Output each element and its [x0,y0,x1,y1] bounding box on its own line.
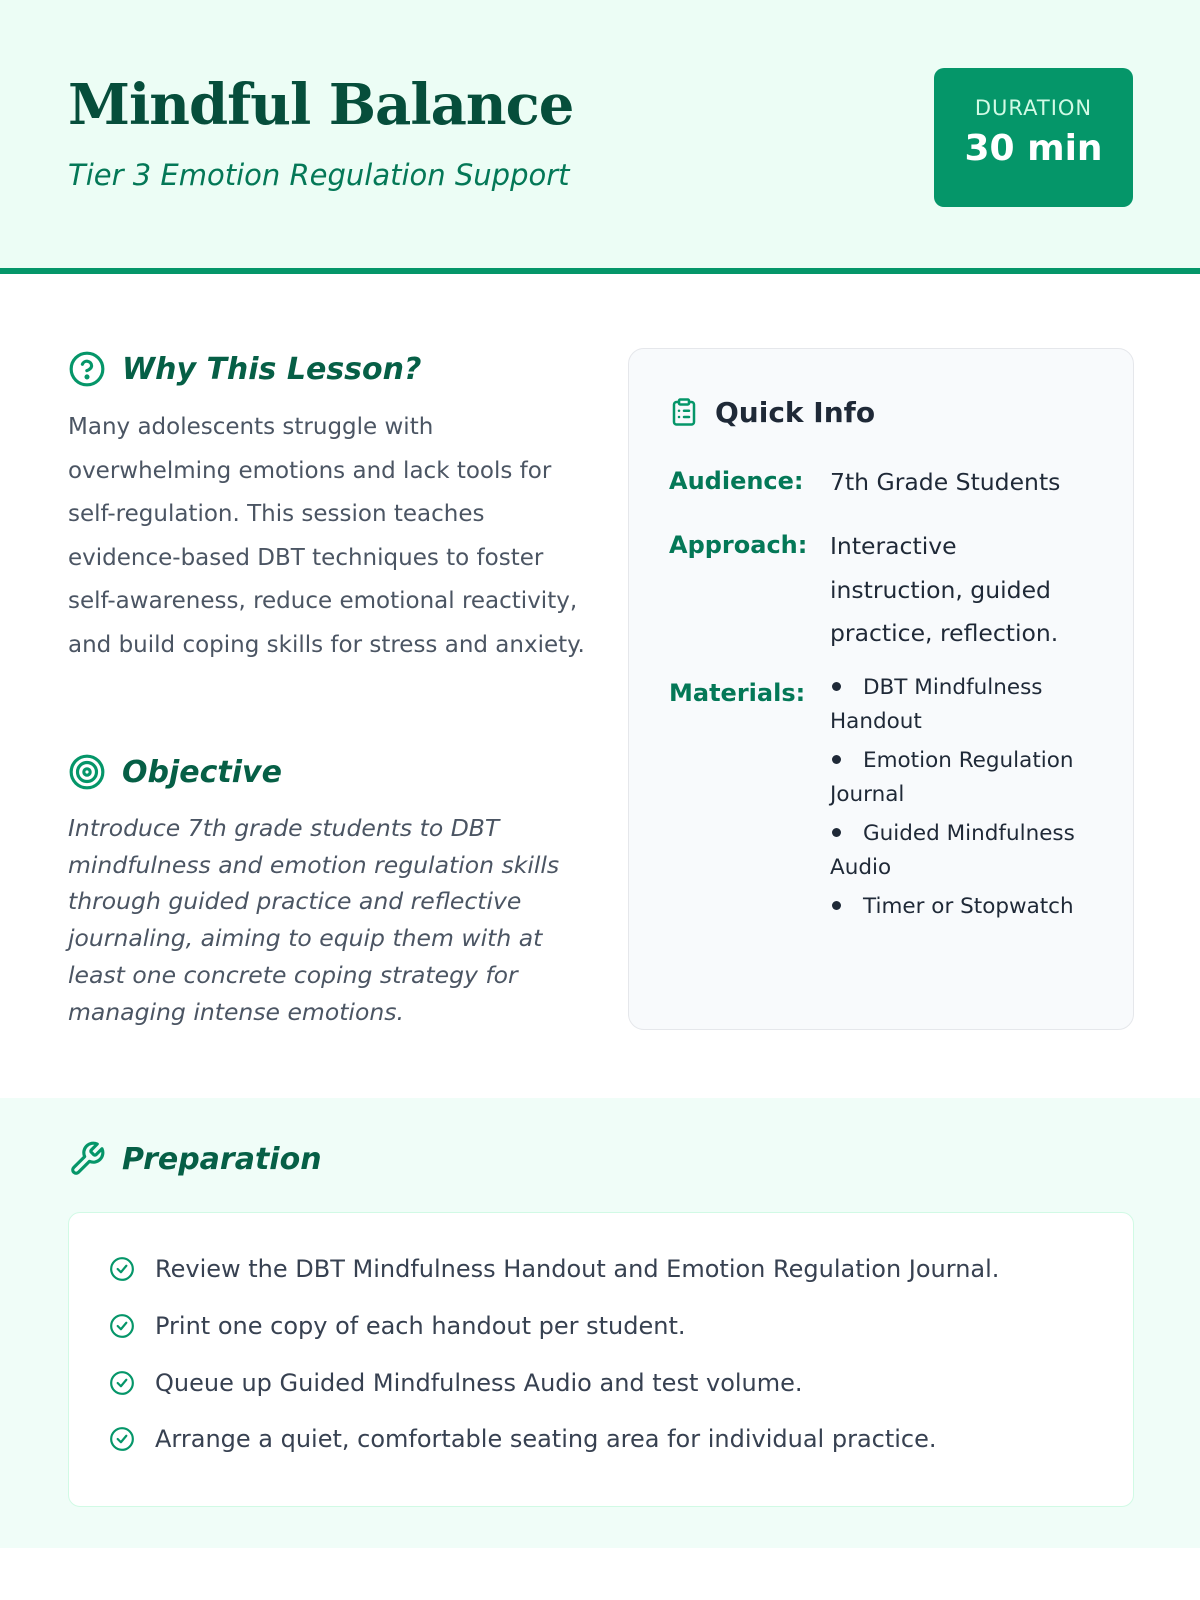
question-circle-icon [68,350,106,388]
check-circle-icon [109,1370,135,1396]
check-circle-icon [109,1313,135,1339]
quick-info-card [628,348,1134,1030]
objective-section-heading [68,753,282,791]
list-item: Guided Mindfulness Audio [830,821,1075,880]
objective-heading: Objective [122,754,282,790]
clipboard-list-icon [669,395,699,429]
audience-value: 7th Grade Students [830,468,1061,496]
bullet-icon [832,682,841,691]
audience-label: Audience: [669,467,804,495]
list-item: Arrange a quiet, comfortable seating area for individual practice. [109,1411,999,1468]
objective-body: Introduce 7th grade students to DBT mindfulness and emotion regulation skills through guided practice and reflective journaling, aiming to equip them with at least one concrete coping strategy for managing intense emotions. [68,814,560,1026]
preparation-checklist [109,1241,999,1468]
target-icon [68,753,106,791]
materials-label: Materials: [669,679,806,707]
preparation-section-heading [68,1140,322,1178]
list-item: Review the DBT Mindfulness Handout and Emotion Regulation Journal. [109,1241,999,1298]
page-subtitle: Tier 3 Emotion Regulation Support [68,158,570,192]
quick-info-heading [669,395,875,429]
page-title: Mindful Balance [68,72,574,138]
duration-badge [934,68,1133,207]
bullet-icon [832,901,841,910]
preparation-heading: Preparation [122,1141,322,1177]
duration-label: DURATION [974,96,1093,120]
bullet-icon [832,828,841,837]
why-heading: Why This Lesson? [122,351,422,387]
materials-list [830,671,1100,930]
lesson-header [0,0,1200,274]
list-item: Emotion Regulation Journal [830,748,1074,807]
list-item: Print one copy of each handout per student. [109,1298,999,1355]
why-body: Many adolescents struggle with overwhelming emotions and lack tools for self-regulation. This session teaches evidence-based DBT techniques to foster self-awareness, reduce emotional reactivity, and build coping skills for stress and anxiety. [68,414,585,658]
check-circle-icon [109,1426,135,1452]
list-item: Queue up Guided Mindfulness Audio and test volume. [109,1354,999,1411]
wrench-icon [68,1140,106,1178]
duration-value: 30 min [964,128,1103,169]
why-section-heading [68,350,421,388]
approach-label: Approach: [669,531,808,559]
list-item: Timer or Stopwatch [830,890,1100,924]
approach-value: Interactive instruction, guided practice, reflection. [830,532,1059,647]
bullet-icon [832,755,841,764]
preparation-card [68,1212,1134,1507]
quick-info-title: Quick Info [715,395,876,429]
check-circle-icon [109,1256,135,1282]
list-item: DBT Mindfulness Handout [830,675,1043,734]
